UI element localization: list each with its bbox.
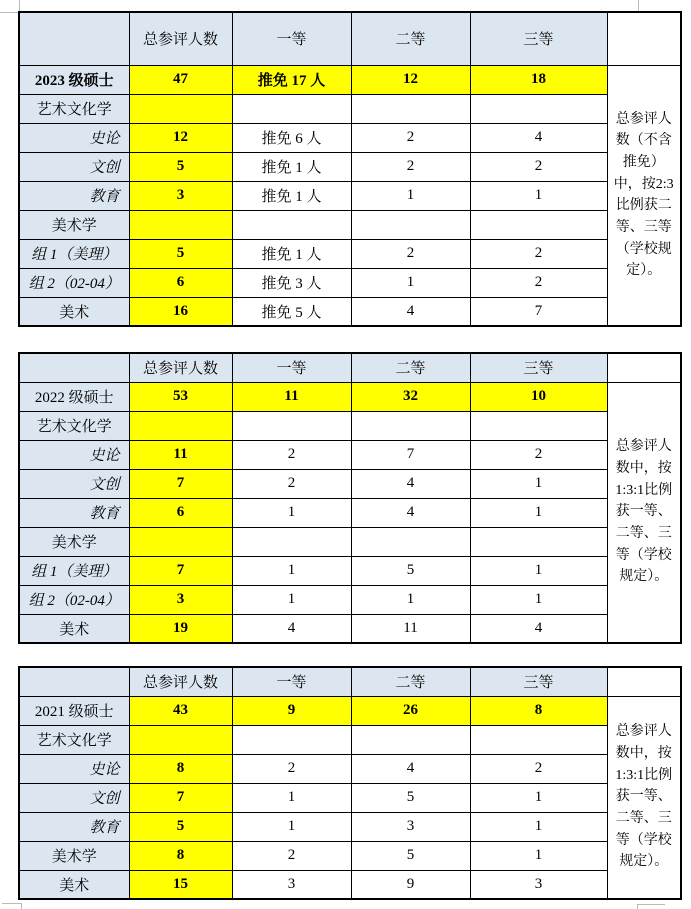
header-cell-third[interactable]: 三等 xyxy=(470,353,607,382)
table-row xyxy=(19,94,681,123)
note-header-cell[interactable] xyxy=(607,667,681,696)
header-cell-second[interactable]: 二等 xyxy=(351,12,470,65)
cell-second[interactable]: 1 xyxy=(351,268,470,297)
cell-second[interactable]: 5 xyxy=(351,783,470,812)
cell-third[interactable]: 4 xyxy=(470,614,607,643)
cell-total[interactable]: 3 xyxy=(129,181,232,210)
cell-total[interactable]: 7 xyxy=(129,783,232,812)
row-label-cell[interactable]: 文创 xyxy=(19,783,129,812)
cell-first[interactable]: 1 xyxy=(232,812,351,841)
cell-second[interactable]: 12 xyxy=(351,65,470,94)
note-cell[interactable]: 总参评人数中，按1:3:1比例获一等、二等、三等（学校规定）。 xyxy=(607,382,681,643)
cell-second[interactable] xyxy=(351,527,470,556)
row-label-cell[interactable]: 美术 xyxy=(19,614,129,643)
cell-third[interactable]: 1 xyxy=(470,841,607,870)
row-label-cell[interactable]: 组 1（美理） xyxy=(19,239,129,268)
cell-third[interactable] xyxy=(470,725,607,754)
spreadsheet-gridline xyxy=(0,12,19,13)
cell-third[interactable]: 2 xyxy=(470,268,607,297)
cell-total[interactable] xyxy=(129,527,232,556)
cell-first[interactable]: 推免 1 人 xyxy=(232,152,351,181)
table-row xyxy=(19,498,681,527)
cell-first[interactable]: 2 xyxy=(232,440,351,469)
table-row xyxy=(19,556,681,585)
row-label-cell[interactable]: 2022 级硕士 xyxy=(19,382,129,411)
cell-first[interactable]: 推免 6 人 xyxy=(232,123,351,152)
cell-first[interactable]: 1 xyxy=(232,556,351,585)
row-label-cell[interactable]: 教育 xyxy=(19,181,129,210)
cell-first[interactable]: 2 xyxy=(232,841,351,870)
cell-second[interactable]: 26 xyxy=(351,696,470,725)
cell-third[interactable]: 1 xyxy=(470,585,607,614)
cell-total[interactable] xyxy=(129,210,232,239)
spreadsheet-gridline xyxy=(637,904,665,905)
cell-total[interactable] xyxy=(129,94,232,123)
cell-first[interactable]: 1 xyxy=(232,783,351,812)
cell-third[interactable]: 2 xyxy=(470,239,607,268)
row-label-cell[interactable]: 文创 xyxy=(19,469,129,498)
row-label-cell[interactable]: 史论 xyxy=(19,754,129,783)
note-header-cell[interactable] xyxy=(607,353,681,382)
cell-first[interactable]: 推免 1 人 xyxy=(232,239,351,268)
row-label-cell[interactable]: 艺术文化学 xyxy=(19,725,129,754)
cell-third[interactable]: 2 xyxy=(470,440,607,469)
cell-first[interactable]: 推免 1 人 xyxy=(232,181,351,210)
cell-total[interactable]: 5 xyxy=(129,152,232,181)
spreadsheet-gridline xyxy=(21,903,22,909)
spreadsheet-gridline xyxy=(2,903,21,904)
cell-total[interactable]: 47 xyxy=(129,65,232,94)
cell-total[interactable]: 16 xyxy=(129,297,232,326)
cell-third[interactable]: 2 xyxy=(470,152,607,181)
note-cell[interactable]: 总参评人数中，按1:3:1比例获一等、二等、三等（学校规定）。 xyxy=(607,696,681,899)
cell-total[interactable] xyxy=(129,725,232,754)
header-cell-first[interactable]: 一等 xyxy=(232,353,351,382)
row-label-cell[interactable]: 美术学 xyxy=(19,210,129,239)
cell-third[interactable]: 2 xyxy=(470,754,607,783)
row-label-cell[interactable]: 艺术文化学 xyxy=(19,94,129,123)
cell-third[interactable] xyxy=(470,210,607,239)
header-cell-second[interactable]: 二等 xyxy=(351,353,470,382)
header-cell-second[interactable]: 二等 xyxy=(351,667,470,696)
row-label-cell[interactable]: 组 2（02-04） xyxy=(19,585,129,614)
cell-second[interactable]: 1 xyxy=(351,181,470,210)
row-label-cell[interactable]: 2021 级硕士 xyxy=(19,696,129,725)
cell-second[interactable]: 2 xyxy=(351,123,470,152)
cell-first[interactable] xyxy=(232,725,351,754)
cell-total[interactable]: 6 xyxy=(129,268,232,297)
cell-third[interactable] xyxy=(470,527,607,556)
cell-total[interactable]: 11 xyxy=(129,440,232,469)
cell-third[interactable] xyxy=(470,411,607,440)
2021-grade-table xyxy=(18,666,682,900)
cell-total[interactable]: 19 xyxy=(129,614,232,643)
cell-first[interactable]: 3 xyxy=(232,870,351,899)
cell-total[interactable]: 5 xyxy=(129,812,232,841)
2023-grade-table xyxy=(18,11,682,327)
cell-third[interactable]: 1 xyxy=(470,498,607,527)
cell-second[interactable]: 4 xyxy=(351,498,470,527)
cell-third[interactable]: 1 xyxy=(470,783,607,812)
cell-second[interactable]: 3 xyxy=(351,812,470,841)
table-row xyxy=(19,783,681,812)
cell-total[interactable]: 53 xyxy=(129,382,232,411)
cell-total[interactable]: 8 xyxy=(129,841,232,870)
cell-third[interactable]: 1 xyxy=(470,469,607,498)
row-label-cell[interactable]: 教育 xyxy=(19,498,129,527)
table-row xyxy=(19,870,681,899)
cell-first[interactable] xyxy=(232,210,351,239)
header-corner-cell[interactable] xyxy=(19,12,129,65)
header-cell-total[interactable]: 总参评人数 xyxy=(129,667,232,696)
cell-total[interactable]: 3 xyxy=(129,585,232,614)
cell-total[interactable]: 7 xyxy=(129,469,232,498)
cell-second[interactable]: 5 xyxy=(351,841,470,870)
row-label-cell[interactable]: 美术学 xyxy=(19,527,129,556)
cell-first[interactable] xyxy=(232,411,351,440)
header-corner-cell[interactable] xyxy=(19,667,129,696)
table-row xyxy=(19,181,681,210)
cell-second[interactable] xyxy=(351,94,470,123)
cell-first[interactable]: 2 xyxy=(232,469,351,498)
table-row xyxy=(19,725,681,754)
cell-first[interactable]: 11 xyxy=(232,382,351,411)
cell-first[interactable]: 9 xyxy=(232,696,351,725)
table-row xyxy=(19,527,681,556)
header-corner-cell[interactable] xyxy=(19,353,129,382)
note-header-cell[interactable] xyxy=(607,12,681,65)
cell-first[interactable]: 推免 3 人 xyxy=(232,268,351,297)
cell-second[interactable]: 11 xyxy=(351,614,470,643)
note-cell[interactable]: 总参评人数（不含推免）中，按2:3比例获二等、三等（学校规定）。 xyxy=(607,65,681,326)
cell-third[interactable]: 8 xyxy=(470,696,607,725)
row-label-cell[interactable]: 教育 xyxy=(19,812,129,841)
row-label-cell[interactable]: 艺术文化学 xyxy=(19,411,129,440)
cell-second[interactable] xyxy=(351,210,470,239)
cell-first[interactable]: 1 xyxy=(232,585,351,614)
cell-first[interactable]: 推免 5 人 xyxy=(232,297,351,326)
cell-second[interactable] xyxy=(351,725,470,754)
row-label-cell[interactable]: 文创 xyxy=(19,152,129,181)
table-row xyxy=(19,585,681,614)
header-cell-total[interactable]: 总参评人数 xyxy=(129,353,232,382)
cell-total[interactable]: 6 xyxy=(129,498,232,527)
table-row xyxy=(19,841,681,870)
cell-second[interactable] xyxy=(351,411,470,440)
row-label-cell[interactable]: 组 2（02-04） xyxy=(19,268,129,297)
table-row xyxy=(19,696,681,725)
cell-first[interactable]: 2 xyxy=(232,754,351,783)
table-row xyxy=(19,152,681,181)
cell-total[interactable]: 7 xyxy=(129,556,232,585)
cell-second[interactable]: 4 xyxy=(351,297,470,326)
cell-third[interactable]: 10 xyxy=(470,382,607,411)
cell-total[interactable]: 5 xyxy=(129,239,232,268)
cell-third[interactable]: 3 xyxy=(470,870,607,899)
table-row xyxy=(19,239,681,268)
cell-first[interactable]: 推免 17 人 xyxy=(232,65,351,94)
row-label-cell[interactable]: 史论 xyxy=(19,440,129,469)
cell-second[interactable]: 5 xyxy=(351,556,470,585)
cell-total[interactable]: 12 xyxy=(129,123,232,152)
cell-first[interactable]: 1 xyxy=(232,498,351,527)
header-cell-first[interactable]: 一等 xyxy=(232,12,351,65)
cell-second[interactable]: 1 xyxy=(351,585,470,614)
table-row xyxy=(19,812,681,841)
cell-second[interactable]: 2 xyxy=(351,152,470,181)
cell-third[interactable]: 1 xyxy=(470,812,607,841)
header-cell-third[interactable]: 三等 xyxy=(470,12,607,65)
cell-total[interactable]: 15 xyxy=(129,870,232,899)
cell-second[interactable]: 32 xyxy=(351,382,470,411)
table-row xyxy=(19,411,681,440)
row-label-cell[interactable]: 美术 xyxy=(19,870,129,899)
cell-third[interactable]: 1 xyxy=(470,181,607,210)
cell-third[interactable]: 7 xyxy=(470,297,607,326)
table-row xyxy=(19,469,681,498)
table-row xyxy=(19,123,681,152)
2022-grade-table xyxy=(18,352,682,644)
table-row xyxy=(19,754,681,783)
cell-total[interactable] xyxy=(129,411,232,440)
table-row xyxy=(19,65,681,94)
header-cell-first[interactable]: 一等 xyxy=(232,667,351,696)
cell-third[interactable] xyxy=(470,94,607,123)
cell-second[interactable]: 7 xyxy=(351,440,470,469)
cell-second[interactable]: 9 xyxy=(351,870,470,899)
table-row xyxy=(19,440,681,469)
cell-second[interactable]: 4 xyxy=(351,754,470,783)
cell-third[interactable]: 4 xyxy=(470,123,607,152)
cell-second[interactable]: 4 xyxy=(351,469,470,498)
row-label-cell[interactable]: 组 1（美理） xyxy=(19,556,129,585)
cell-total[interactable]: 8 xyxy=(129,754,232,783)
cell-third[interactable]: 18 xyxy=(470,65,607,94)
table-row xyxy=(19,614,681,643)
cell-first[interactable] xyxy=(232,94,351,123)
table-row xyxy=(19,268,681,297)
cell-first[interactable] xyxy=(232,527,351,556)
header-cell-total[interactable]: 总参评人数 xyxy=(129,12,232,65)
header-cell-third[interactable]: 三等 xyxy=(470,667,607,696)
table-row xyxy=(19,382,681,411)
cell-second[interactable]: 2 xyxy=(351,239,470,268)
row-label-cell[interactable]: 美术 xyxy=(19,297,129,326)
cell-first[interactable]: 4 xyxy=(232,614,351,643)
row-label-cell[interactable]: 2023 级硕士 xyxy=(19,65,129,94)
cell-total[interactable]: 43 xyxy=(129,696,232,725)
row-label-cell[interactable]: 史论 xyxy=(19,123,129,152)
table-row xyxy=(19,297,681,326)
table-row xyxy=(19,210,681,239)
spreadsheet-gridline xyxy=(637,904,638,909)
row-label-cell[interactable]: 美术学 xyxy=(19,841,129,870)
cell-third[interactable]: 1 xyxy=(470,556,607,585)
